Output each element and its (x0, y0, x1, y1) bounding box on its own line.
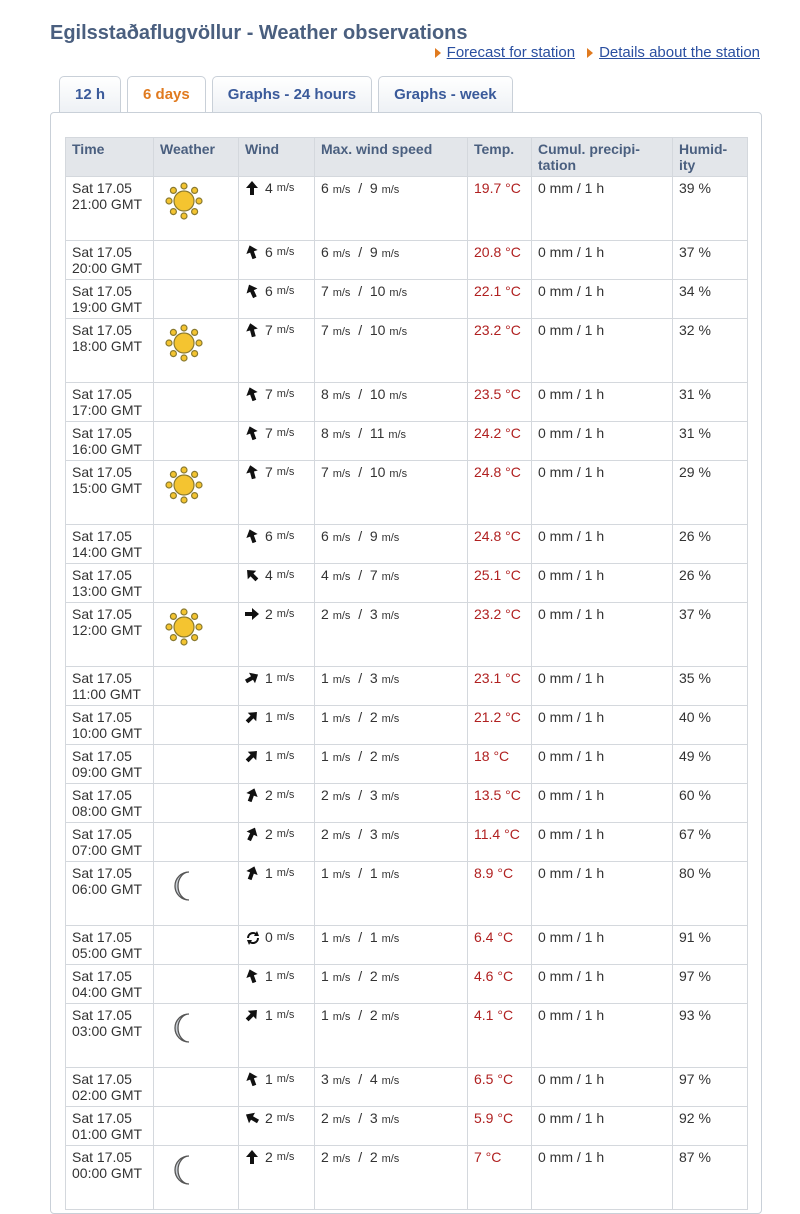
precipitation-cell: 0 mm / 1 h (532, 319, 673, 383)
humidity-cell: 91 % (673, 926, 748, 965)
header-weather: Weather (154, 138, 239, 177)
moon-icon (164, 1150, 232, 1193)
max-wind-cell: 6 m/s / 9 m/s (315, 177, 468, 241)
table-row (66, 862, 748, 926)
max-wind-cell: 7 m/s / 10 m/s (315, 319, 468, 383)
wind-cell: 1 m/s (239, 1068, 315, 1107)
humidity-cell: 87 % (673, 1146, 748, 1210)
wind-cell: 2 m/s (239, 823, 315, 862)
humidity-cell: 60 % (673, 784, 748, 823)
table-row (66, 177, 748, 241)
max-wind-cell: 8 m/s / 10 m/s (315, 383, 468, 422)
time-cell: Sat 17.05 20:00 GMT (66, 241, 154, 280)
max-wind-cell: 3 m/s / 4 m/s (315, 1068, 468, 1107)
wind-direction-arrow-icon (243, 527, 261, 545)
precipitation-cell: 0 mm / 1 h (532, 784, 673, 823)
time-cell: Sat 17.05 00:00 GMT (66, 1146, 154, 1210)
wind-cell: 0 m/s (239, 926, 315, 965)
precipitation-cell: 0 mm / 1 h (532, 1107, 673, 1146)
header-max-wind-speed: Max. wind speed (315, 138, 468, 177)
max-wind-cell: 1 m/s / 2 m/s (315, 706, 468, 745)
precipitation-cell: 0 mm / 1 h (532, 241, 673, 280)
wind-cell: 7 m/s (239, 461, 315, 525)
time-cell: Sat 17.05 07:00 GMT (66, 823, 154, 862)
temperature-cell: 13.5 °C (468, 784, 532, 823)
table-row (66, 525, 748, 564)
temperature-cell: 7 °C (468, 1146, 532, 1210)
sun-icon (164, 465, 232, 508)
precipitation-cell: 0 mm / 1 h (532, 823, 673, 862)
table-row (66, 745, 748, 784)
temperature-cell: 24.8 °C (468, 525, 532, 564)
wind-direction-arrow-icon (243, 282, 262, 301)
header-wind: Wind (239, 138, 315, 177)
weather-cell (154, 319, 239, 383)
humidity-cell: 40 % (673, 706, 748, 745)
wind-cell: 1 m/s (239, 1004, 315, 1068)
humidity-cell: 80 % (673, 862, 748, 926)
weather-cell (154, 564, 239, 603)
humidity-cell: 35 % (673, 667, 748, 706)
max-wind-cell: 4 m/s / 7 m/s (315, 564, 468, 603)
table-row (66, 241, 748, 280)
humidity-cell: 26 % (673, 564, 748, 603)
humidity-cell: 49 % (673, 745, 748, 784)
tab-graphs-24-hours[interactable]: Graphs - 24 hours (212, 76, 372, 112)
forecast-for-station-link[interactable]: Forecast for station (435, 44, 575, 61)
table-row (66, 1107, 748, 1146)
time-cell: Sat 17.05 14:00 GMT (66, 525, 154, 564)
wind-cell: 7 m/s (239, 383, 315, 422)
precipitation-cell: 0 mm / 1 h (532, 564, 673, 603)
table-row (66, 383, 748, 422)
wind-direction-arrow-icon (243, 1070, 261, 1088)
table-row (66, 319, 748, 383)
view-tabs (59, 76, 513, 113)
weather-cell (154, 667, 239, 706)
weather-cell (154, 383, 239, 422)
table-header-row (66, 138, 748, 177)
wind-cell: 2 m/s (239, 784, 315, 823)
humidity-cell: 67 % (673, 823, 748, 862)
wind-direction-arrow-icon (242, 668, 261, 687)
humidity-cell: 34 % (673, 280, 748, 319)
wind-direction-arrow-icon (245, 1150, 259, 1164)
time-cell: Sat 17.05 19:00 GMT (66, 280, 154, 319)
precipitation-cell: 0 mm / 1 h (532, 422, 673, 461)
time-cell: Sat 17.05 01:00 GMT (66, 1107, 154, 1146)
time-cell: Sat 17.05 06:00 GMT (66, 862, 154, 926)
temperature-cell: 21.2 °C (468, 706, 532, 745)
calm-wind-icon (245, 930, 259, 944)
wind-cell: 7 m/s (239, 319, 315, 383)
orange-triangle-icon (435, 48, 441, 58)
wind-direction-arrow-icon (243, 864, 261, 882)
precipitation-cell: 0 mm / 1 h (532, 745, 673, 784)
temperature-cell: 4.6 °C (468, 965, 532, 1004)
table-row (66, 280, 748, 319)
observations-panel (50, 112, 762, 1214)
weather-cell (154, 706, 239, 745)
max-wind-cell: 2 m/s / 3 m/s (315, 784, 468, 823)
precipitation-cell: 0 mm / 1 h (532, 1004, 673, 1068)
wind-cell: 4 m/s (239, 564, 315, 603)
humidity-cell: 32 % (673, 319, 748, 383)
time-cell: Sat 17.05 02:00 GMT (66, 1068, 154, 1107)
temperature-cell: 8.9 °C (468, 862, 532, 926)
time-cell: Sat 17.05 18:00 GMT (66, 319, 154, 383)
humidity-cell: 93 % (673, 1004, 748, 1068)
max-wind-cell: 2 m/s / 2 m/s (315, 1146, 468, 1210)
wind-cell: 6 m/s (239, 280, 315, 319)
weather-cell (154, 965, 239, 1004)
weather-cell (154, 461, 239, 525)
wind-direction-arrow-icon (242, 746, 262, 766)
wind-cell: 7 m/s (239, 422, 315, 461)
station-links (435, 44, 760, 61)
humidity-cell: 29 % (673, 461, 748, 525)
time-cell: Sat 17.05 15:00 GMT (66, 461, 154, 525)
wind-cell: 1 m/s (239, 745, 315, 784)
precipitation-cell: 0 mm / 1 h (532, 177, 673, 241)
precipitation-cell: 0 mm / 1 h (532, 926, 673, 965)
wind-cell: 1 m/s (239, 706, 315, 745)
max-wind-cell: 7 m/s / 10 m/s (315, 461, 468, 525)
time-cell: Sat 17.05 13:00 GMT (66, 564, 154, 603)
wind-direction-arrow-icon (242, 1005, 262, 1025)
temperature-cell: 19.7 °C (468, 177, 532, 241)
humidity-cell: 31 % (673, 383, 748, 422)
sun-icon (164, 607, 232, 650)
humidity-cell: 97 % (673, 1068, 748, 1107)
precipitation-cell: 0 mm / 1 h (532, 706, 673, 745)
weather-cell (154, 241, 239, 280)
humidity-cell: 92 % (673, 1107, 748, 1146)
wind-direction-arrow-icon (243, 243, 261, 261)
precipitation-cell: 0 mm / 1 h (532, 383, 673, 422)
time-cell: Sat 17.05 04:00 GMT (66, 965, 154, 1004)
table-row (66, 564, 748, 603)
time-cell: Sat 17.05 16:00 GMT (66, 422, 154, 461)
time-cell: Sat 17.05 11:00 GMT (66, 667, 154, 706)
precipitation-cell: 0 mm / 1 h (532, 280, 673, 319)
table-row (66, 823, 748, 862)
weather-cell (154, 1068, 239, 1107)
observations-body (66, 177, 748, 1210)
weather-cell (154, 1107, 239, 1146)
time-cell: Sat 17.05 09:00 GMT (66, 745, 154, 784)
temperature-cell: 23.2 °C (468, 603, 532, 667)
humidity-cell: 26 % (673, 525, 748, 564)
table-row (66, 784, 748, 823)
temperature-cell: 11.4 °C (468, 823, 532, 862)
table-row (66, 422, 748, 461)
max-wind-cell: 2 m/s / 3 m/s (315, 823, 468, 862)
wind-direction-arrow-icon (243, 424, 261, 442)
wind-cell: 4 m/s (239, 177, 315, 241)
temperature-cell: 22.1 °C (468, 280, 532, 319)
wind-direction-arrow-icon (242, 707, 262, 727)
weather-cell (154, 280, 239, 319)
wind-cell: 2 m/s (239, 1107, 315, 1146)
time-cell: Sat 17.05 12:00 GMT (66, 603, 154, 667)
temperature-cell: 6.5 °C (468, 1068, 532, 1107)
temperature-cell: 5.9 °C (468, 1107, 532, 1146)
wind-direction-arrow-icon (243, 385, 261, 403)
weather-cell (154, 1004, 239, 1068)
max-wind-cell: 1 m/s / 1 m/s (315, 862, 468, 926)
max-wind-cell: 1 m/s / 2 m/s (315, 745, 468, 784)
table-row (66, 706, 748, 745)
max-wind-cell: 1 m/s / 1 m/s (315, 926, 468, 965)
time-cell: Sat 17.05 10:00 GMT (66, 706, 154, 745)
temperature-cell: 23.2 °C (468, 319, 532, 383)
humidity-cell: 97 % (673, 965, 748, 1004)
weather-cell (154, 784, 239, 823)
header-humidity: Humid-ity (673, 138, 748, 177)
temperature-cell: 20.8 °C (468, 241, 532, 280)
wind-direction-arrow-icon (243, 786, 261, 804)
time-cell: Sat 17.05 03:00 GMT (66, 1004, 154, 1068)
temperature-cell: 4.1 °C (468, 1004, 532, 1068)
header-temperature: Temp. (468, 138, 532, 177)
tab-graphs-week[interactable]: Graphs - week (378, 76, 513, 112)
precipitation-cell: 0 mm / 1 h (532, 603, 673, 667)
time-cell: Sat 17.05 21:00 GMT (66, 177, 154, 241)
wind-direction-arrow-icon (243, 321, 260, 338)
wind-cell: 6 m/s (239, 241, 315, 280)
orange-triangle-icon (587, 48, 593, 58)
precipitation-cell: 0 mm / 1 h (532, 1146, 673, 1210)
tab-12h[interactable]: 12 h (59, 76, 121, 112)
temperature-cell: 23.1 °C (468, 667, 532, 706)
weather-cell (154, 177, 239, 241)
weather-cell (154, 422, 239, 461)
wind-direction-arrow-icon (243, 463, 260, 480)
precipitation-cell: 0 mm / 1 h (532, 461, 673, 525)
weather-cell (154, 926, 239, 965)
humidity-cell: 31 % (673, 422, 748, 461)
weather-cell (154, 603, 239, 667)
station-details-link[interactable]: Details about the station (587, 44, 760, 61)
precipitation-cell: 0 mm / 1 h (532, 965, 673, 1004)
weather-cell (154, 525, 239, 564)
table-row (66, 1068, 748, 1107)
temperature-cell: 24.8 °C (468, 461, 532, 525)
max-wind-cell: 8 m/s / 11 m/s (315, 422, 468, 461)
weather-cell (154, 862, 239, 926)
wind-direction-arrow-icon (245, 181, 259, 195)
precipitation-cell: 0 mm / 1 h (532, 862, 673, 926)
weather-cell (154, 745, 239, 784)
observations-table (65, 137, 748, 1210)
max-wind-cell: 6 m/s / 9 m/s (315, 525, 468, 564)
time-cell: Sat 17.05 08:00 GMT (66, 784, 154, 823)
table-row (66, 926, 748, 965)
tab-6-days[interactable]: 6 days (127, 76, 206, 113)
max-wind-cell: 2 m/s / 3 m/s (315, 1107, 468, 1146)
wind-cell: 2 m/s (239, 1146, 315, 1210)
table-row (66, 1004, 748, 1068)
sun-icon (164, 323, 232, 366)
moon-icon (164, 866, 232, 909)
header-precipitation: Cumul. precipi-tation (532, 138, 673, 177)
sun-icon (164, 181, 232, 224)
header-time: Time (66, 138, 154, 177)
table-row (66, 965, 748, 1004)
max-wind-cell: 2 m/s / 3 m/s (315, 603, 468, 667)
wind-cell: 6 m/s (239, 525, 315, 564)
weather-cell (154, 823, 239, 862)
max-wind-cell: 1 m/s / 2 m/s (315, 1004, 468, 1068)
wind-cell: 1 m/s (239, 862, 315, 926)
temperature-cell: 18 °C (468, 745, 532, 784)
precipitation-cell: 0 mm / 1 h (532, 525, 673, 564)
page-title: Egilsstaðaflugvöllur - Weather observations (50, 22, 468, 44)
max-wind-cell: 1 m/s / 3 m/s (315, 667, 468, 706)
wind-cell: 1 m/s (239, 667, 315, 706)
wind-direction-arrow-icon (245, 607, 259, 621)
max-wind-cell: 6 m/s / 9 m/s (315, 241, 468, 280)
wind-cell: 1 m/s (239, 965, 315, 1004)
table-row (66, 461, 748, 525)
temperature-cell: 23.5 °C (468, 383, 532, 422)
humidity-cell: 37 % (673, 241, 748, 280)
moon-icon (164, 1008, 232, 1051)
max-wind-cell: 7 m/s / 10 m/s (315, 280, 468, 319)
time-cell: Sat 17.05 17:00 GMT (66, 383, 154, 422)
humidity-cell: 37 % (673, 603, 748, 667)
precipitation-cell: 0 mm / 1 h (532, 667, 673, 706)
temperature-cell: 25.1 °C (468, 564, 532, 603)
precipitation-cell: 0 mm / 1 h (532, 1068, 673, 1107)
wind-direction-arrow-icon (243, 967, 261, 985)
wind-direction-arrow-icon (242, 1108, 261, 1127)
wind-direction-arrow-icon (242, 565, 262, 585)
wind-cell: 2 m/s (239, 603, 315, 667)
temperature-cell: 6.4 °C (468, 926, 532, 965)
table-row (66, 603, 748, 667)
wind-direction-arrow-icon (243, 825, 262, 844)
max-wind-cell: 1 m/s / 2 m/s (315, 965, 468, 1004)
humidity-cell: 39 % (673, 177, 748, 241)
temperature-cell: 24.2 °C (468, 422, 532, 461)
table-row (66, 667, 748, 706)
time-cell: Sat 17.05 05:00 GMT (66, 926, 154, 965)
